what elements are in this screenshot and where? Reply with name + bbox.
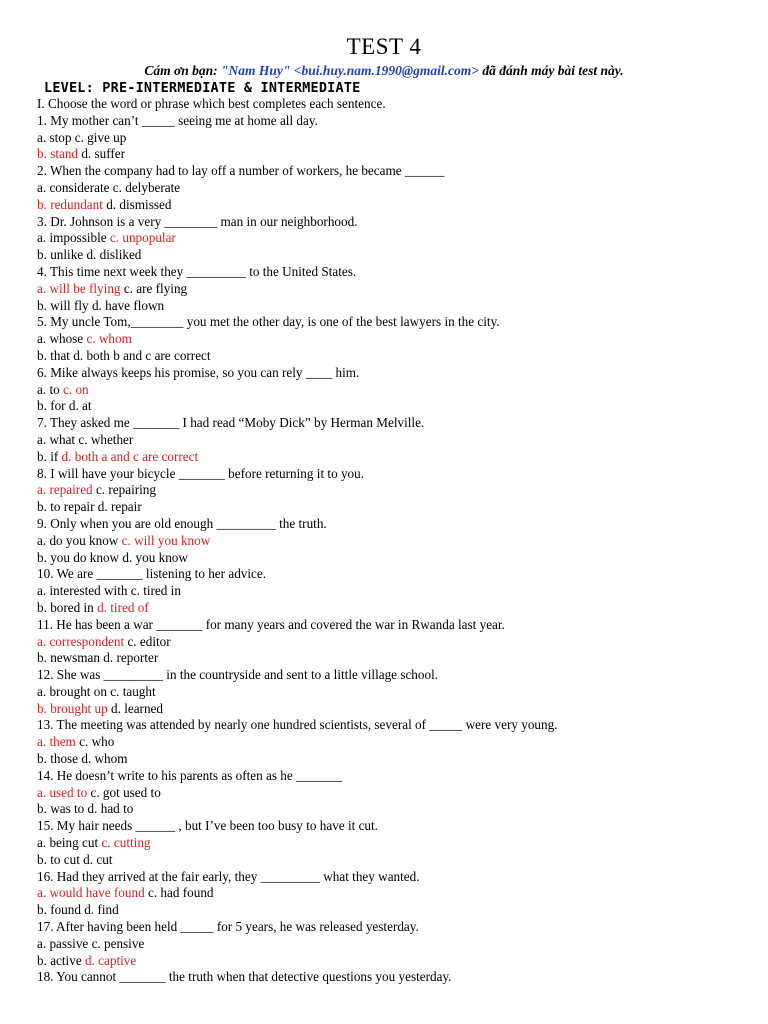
text-line bbox=[37, 617, 757, 634]
text-line bbox=[37, 684, 757, 701]
text-line bbox=[37, 499, 757, 516]
text-line bbox=[37, 969, 757, 986]
line-text: I. Choose the word or phrase which best completes each sentence. bbox=[37, 96, 386, 111]
line-text: 17. After having been held _____ for 5 years, he was released yesterday. bbox=[37, 919, 419, 935]
answer-highlight: d. tired of bbox=[97, 599, 149, 615]
text-line bbox=[37, 533, 757, 550]
text-line bbox=[37, 835, 757, 852]
line-text: b. for d. at bbox=[37, 398, 92, 414]
text-line bbox=[37, 734, 757, 751]
text-line bbox=[37, 398, 757, 415]
line-text: c. are flying bbox=[120, 280, 188, 296]
text-line bbox=[37, 852, 757, 869]
answer-highlight: d. both a and c are correct bbox=[61, 448, 199, 464]
text-line bbox=[37, 768, 757, 785]
line-text: b. bored in bbox=[37, 599, 98, 615]
text-line bbox=[37, 701, 757, 718]
answer-highlight: b. redundant bbox=[37, 196, 103, 212]
line-text: d. dismissed bbox=[102, 196, 172, 212]
text-line bbox=[37, 785, 757, 802]
line-text: b. newsman d. reporter bbox=[37, 650, 159, 666]
line-text: a. to bbox=[37, 381, 64, 397]
text-line bbox=[37, 264, 757, 281]
text-line bbox=[37, 919, 757, 936]
text-line bbox=[37, 953, 757, 970]
text-line bbox=[37, 650, 757, 667]
text-line bbox=[37, 130, 757, 147]
text-line bbox=[37, 516, 757, 533]
text-line bbox=[37, 382, 757, 399]
typist-credit: "Nam Huy" <bui.huy.nam.1990@gmail.com> bbox=[221, 63, 479, 78]
text-line bbox=[37, 936, 757, 953]
line-text: 10. We are _______ listening to her advice. bbox=[37, 566, 267, 582]
text-line bbox=[37, 751, 757, 768]
line-text: b. you do know d. you know bbox=[37, 549, 188, 565]
line-text: 7. They asked me _______ I had read “Moby Dick” by Herman Melville. bbox=[37, 415, 425, 431]
text-line bbox=[37, 214, 757, 231]
test-title: TEST 4 bbox=[346, 34, 422, 59]
line-text: 12. She was _________ in the countryside and sent to a little village school. bbox=[37, 667, 439, 683]
line-text: 2. When the company had to lay off a number of workers, he became ______ bbox=[37, 163, 445, 179]
thanks-prefix: Cám ơn bạn: bbox=[144, 63, 222, 78]
level-heading: LEVEL: PRE-INTERMEDIATE & INTERMEDIATE bbox=[44, 80, 361, 96]
text-line bbox=[37, 902, 757, 919]
line-text: b. that d. both b and c are correct bbox=[37, 347, 211, 363]
text-line bbox=[37, 634, 757, 651]
line-text: 15. My hair needs ______ , but I’ve been too busy to have it cut. bbox=[37, 818, 378, 834]
line-text: b. unlike d. disliked bbox=[37, 247, 142, 263]
answer-highlight: c. will you know bbox=[121, 532, 211, 548]
answer-highlight: c. cutting bbox=[101, 835, 151, 851]
text-line bbox=[37, 801, 757, 818]
answer-highlight: a. repaired bbox=[37, 482, 93, 498]
line-text: a. considerate c. delyberate bbox=[37, 179, 181, 195]
text-line bbox=[37, 281, 757, 298]
answer-highlight: a. correspondent bbox=[37, 633, 125, 649]
line-text: a. what c. whether bbox=[37, 431, 134, 447]
text-line bbox=[37, 348, 757, 365]
line-text: 1. My mother can’t _____ seeing me at home all day. bbox=[37, 112, 318, 128]
text-line bbox=[37, 163, 757, 180]
line-text: d. learned bbox=[107, 700, 163, 716]
line-text: b. to repair d. repair bbox=[37, 499, 142, 515]
line-text: 13. The meeting was attended by nearly one hundred scientists, several of _____ were very young. bbox=[37, 717, 558, 733]
line-text: c. editor bbox=[124, 633, 171, 649]
line-text: b. found d. find bbox=[37, 902, 119, 918]
line-text: a. stop c. give up bbox=[37, 129, 127, 145]
thanks-note bbox=[0, 63, 768, 79]
line-text: 5. My uncle Tom,________ you met the other day, is one of the best lawyers in the city. bbox=[37, 314, 500, 330]
text-line bbox=[37, 365, 757, 382]
line-text: d. suffer bbox=[78, 146, 126, 162]
text-line bbox=[37, 717, 757, 734]
text-line bbox=[37, 432, 757, 449]
text-line bbox=[37, 583, 757, 600]
line-text: 16. Had they arrived at the fair early, they _________ what they wanted. bbox=[37, 868, 420, 884]
text-line bbox=[37, 247, 757, 264]
answer-highlight: a. used to bbox=[37, 784, 88, 800]
answer-highlight: a. them bbox=[37, 734, 76, 750]
text-line bbox=[37, 869, 757, 886]
text-line bbox=[37, 331, 757, 348]
text-line bbox=[37, 482, 757, 499]
text-line bbox=[37, 885, 757, 902]
line-text: b. those d. whom bbox=[37, 751, 128, 767]
line-text: c. got used to bbox=[87, 784, 161, 800]
line-text: 6. Mike always keeps his promise, so you can rely ____ him. bbox=[37, 364, 360, 380]
answer-highlight: c. whom bbox=[86, 331, 132, 347]
text-line bbox=[37, 314, 757, 331]
text-line bbox=[37, 113, 757, 130]
line-text: b. active bbox=[37, 952, 85, 968]
text-line bbox=[37, 230, 757, 247]
line-text: 11. He has been a war _______ for many years and covered the war in Rwanda last year. bbox=[37, 616, 505, 632]
line-text: 4. This time next week they _________ to the United States. bbox=[37, 263, 357, 279]
line-text: b. was to d. had to bbox=[37, 801, 134, 817]
text-line bbox=[37, 197, 757, 214]
text-line bbox=[37, 466, 757, 483]
line-text: b. if bbox=[37, 448, 62, 464]
line-text: b. will fly d. have flown bbox=[37, 297, 165, 313]
line-text: a. being cut bbox=[37, 835, 102, 851]
line-text: a. interested with c. tired in bbox=[37, 583, 181, 599]
answer-highlight: c. on bbox=[63, 381, 89, 397]
answer-highlight: b. stand bbox=[37, 146, 79, 162]
line-text: 3. Dr. Johnson is a very ________ man in our neighborhood. bbox=[37, 213, 358, 229]
text-line bbox=[37, 298, 757, 315]
answer-highlight: d. captive bbox=[84, 952, 137, 968]
line-text: a. do you know bbox=[37, 532, 122, 548]
line-text: c. had found bbox=[144, 885, 214, 901]
answer-highlight: a. would have found bbox=[37, 885, 145, 901]
text-line bbox=[37, 96, 757, 113]
text-line bbox=[37, 667, 757, 684]
text-line bbox=[37, 415, 757, 432]
text-line bbox=[37, 550, 757, 567]
line-text: 14. He doesn’t write to his parents as often as he _______ bbox=[37, 767, 343, 783]
thanks-suffix: đã đánh máy bài test này. bbox=[478, 63, 624, 78]
text-line bbox=[37, 818, 757, 835]
text-line bbox=[37, 146, 757, 163]
line-text: c. who bbox=[75, 734, 115, 750]
text-line bbox=[37, 600, 757, 617]
question-list bbox=[37, 96, 757, 986]
line-text: 9. Only when you are old enough _________ the truth. bbox=[37, 515, 327, 531]
line-text: c. repairing bbox=[92, 482, 156, 498]
text-line bbox=[37, 180, 757, 197]
text-line bbox=[37, 566, 757, 583]
text-line bbox=[37, 449, 757, 466]
line-text: a. whose bbox=[37, 331, 87, 347]
line-text: a. impossible bbox=[37, 230, 110, 246]
line-text: a. passive c. pensive bbox=[37, 935, 145, 951]
line-text: a. brought on c. taught bbox=[37, 683, 156, 699]
line-text: b. to cut d. cut bbox=[37, 851, 113, 867]
answer-highlight: b. brought up bbox=[37, 700, 108, 716]
answer-highlight: c. unpopular bbox=[109, 230, 176, 246]
answer-highlight: a. will be flying bbox=[37, 280, 121, 296]
line-text: 8. I will have your bicycle _______ before returning it to you. bbox=[37, 465, 365, 481]
line-text: 18. You cannot _______ the truth when that detective questions you yesterday. bbox=[37, 969, 452, 985]
